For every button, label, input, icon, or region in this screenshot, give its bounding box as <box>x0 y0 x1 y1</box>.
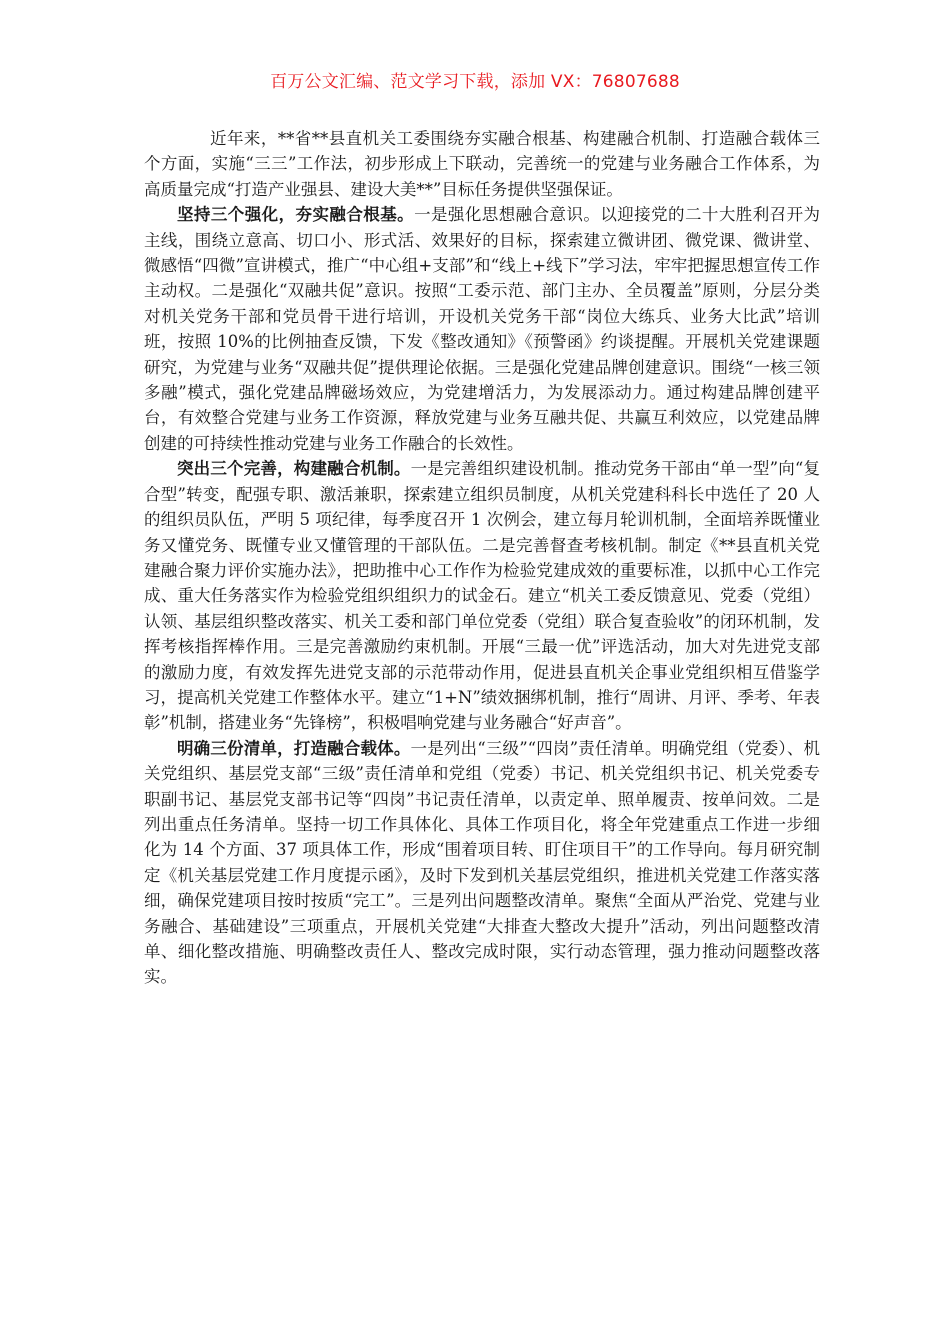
section-paragraph-1 <box>144 202 820 456</box>
section-paragraph-2 <box>144 456 820 735</box>
article-body <box>144 126 820 990</box>
section-heading-1: 坚持三个强化，夯实融合根基。 <box>177 205 415 225</box>
section-paragraph-3 <box>144 736 820 990</box>
section-body-1: 一是强化思想融合意识。以迎接党的二十大胜利召开为主线，围绕立意高、切口小、形式活、效果好的目标，探索建立微讲团、微党课、微讲堂、微感悟“四微”宣讲模式，推广“中心组+支部”和“线上+线下”学习法，牢牢把握思想宣传工作主动权。二是强化“双融共促”意识。按照“工委示范、部门主办、全员覆盖”原则，分层分类对机关党务干部和党员骨干进行培训，开设机关党务干部“岗位大练兵、业务大比武”培训班，按照 10%的比例抽查反馈，下发《整改通知》《预警函》约谈提醒。开展机关党建课题研究，为党建与业务“双融共促”提供理论依据。三是强化党建品牌创建意识。围绕“一核三领多融”模式，强化党建品牌磁场效应，为党建增活力，为发展添动力。通过构建品牌创建平台，有效整合党建与业务工作资源，释放党建与业务互融共促、共赢互利效应，以党建品牌创建的可持续性推动党建与业务工作融合的长效性。 <box>144 205 821 453</box>
section-body-2: 一是完善组织建设机制。推动党务干部由“单一型”向“复合型”转变，配强专职、激活兼职，探索建立组织员制度，从机关党建科科长中选任了 20 人的组织员队伍，严明 5 项纪律，每季度召开 1 次例会，建立每月轮训机制，全面培养既懂业务又懂党务、既懂专业又懂管理的干部队伍。二是完善督查考核机制。制定《**县直机关党建融合聚力评价实施办法》，把助推中心工作作为检验党建成效的重要标准，以抓中心工作完成、重大任务落实作为检验党组织组织力的试金石。建立“机关工委反馈意见、党委（党组）认领、基层组织整改落实、机关工委和部门单位党委（党组）联合复查验收”的闭环机制，发挥考核指挥棒作用。三是完善激励约束机制。开展“三最一优”评选活动，加大对先进党支部的激励力度，有效发挥先进党支部的示范带动作用，促进县直机关企事业党组织相互借鉴学习，提高机关党建工作整体水平。建立“1+N”绩效捆绑机制，推行“周讲、月评、季考、年表彰”机制，搭建业务“先锋榜”，积极唱响党建与业务融合“好声音”。 <box>144 459 821 733</box>
watermark-banner: 百万公文汇编、范文学习下载，添加 VX：76807688 <box>270 72 680 92</box>
section-body-3: 一是列出“三级”“四岗”责任清单。明确党组（党委）、机关党组织、基层党支部“三级”责任清单和党组（党委）书记、机关党组织书记、机关党委专职副书记、基层党支部书记等“四岗”书记责任清单，以责定单、照单履责、按单问效。二是列出重点任务清单。坚持一切工作具体化、具体工作项目化，将全年党建重点工作进一步细化为 14 个方面、37 项具体工作，形成“围着项目转、盯住项目干”的工作导向。每月研究制定《机关基层党建工作月度提示函》，及时下发到机关基层党组织，推进机关党建工作落实落细，确保党建项目按时按质“完工”。三是列出问题整改清单。聚焦“全面从严治党、党建与业务融合、基础建设”三项重点，开展机关党建“大排查大整改大提升”活动，列出问题整改清单、细化整改措施、明确整改责任人、整改完成时限，实行动态管理，强力推动问题整改落实。 <box>144 738 820 987</box>
section-heading-2: 突出三个完善，构建融合机制。 <box>177 459 411 479</box>
intro-paragraph: 近年来，**省**县直机关工委围绕夯实融合根基、构建融合机制、打造融合载体三个方面，实施“三三”工作法，初步形成上下联动，完善统一的党建与业务融合工作体系，为高质量完成“打造产业强县、建设大美**”目标任务提供坚强保证。 <box>144 129 820 199</box>
section-heading-3: 明确三份清单，打造融合载体。 <box>177 738 411 758</box>
